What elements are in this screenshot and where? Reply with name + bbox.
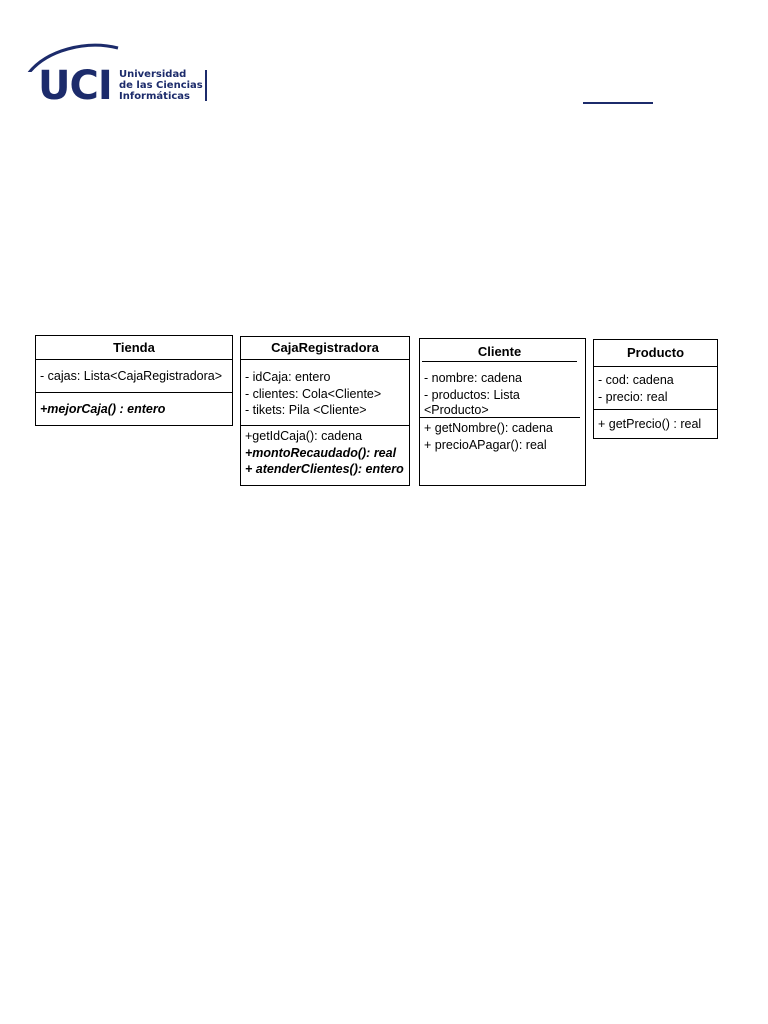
logo-line-2: de las Ciencias [119, 80, 203, 91]
logo-line-1: Universidad [119, 69, 187, 80]
operation: +getIdCaja(): cadena [245, 429, 363, 443]
attribute: - clientes: Cola<Cliente> [245, 386, 382, 401]
uci-logo [26, 42, 216, 109]
attribute: - nombre: cadena [424, 371, 522, 385]
class-box-cliente [419, 338, 586, 486]
operation: + precioAPagar(): real [424, 437, 547, 452]
class-name: Tienda [36, 336, 232, 360]
attribute: - idCaja: entero [245, 370, 331, 384]
attribute: - productos: Lista [424, 387, 520, 402]
attribute: - tikets: Pila <Cliente> [245, 403, 367, 417]
logo-acronym: UCI [38, 63, 112, 109]
header-rule [583, 102, 653, 104]
attribute: - precio: real [598, 389, 668, 404]
attribute: - cajas: Lista<CajaRegistradora> [40, 369, 223, 383]
operation: +mejorCaja() : entero [40, 402, 166, 416]
class-operations [36, 393, 232, 425]
class-box-cajaregistradora [240, 336, 410, 486]
class-box-producto [593, 339, 718, 439]
class-operations [420, 418, 585, 453]
operation: + getNombre(): cadena [424, 421, 553, 435]
logo-university-name [119, 69, 203, 102]
operation: + atenderClientes(): entero [245, 462, 404, 476]
class-attributes [36, 360, 232, 393]
class-operations [594, 410, 717, 433]
logo-line-3: Informáticas [119, 91, 190, 102]
class-attributes [241, 360, 409, 426]
attribute: <Producto> [424, 403, 489, 417]
class-name: Producto [594, 340, 717, 367]
operation: + getPrecio() : real [598, 417, 702, 431]
class-attributes [594, 367, 717, 410]
class-attributes [420, 362, 580, 418]
operation: +montoRecaudado(): real [245, 445, 397, 460]
logo-divider [205, 70, 207, 101]
class-name: CajaRegistradora [241, 337, 409, 360]
class-operations [241, 426, 409, 478]
attribute: - cod: cadena [598, 373, 674, 387]
class-box-tienda [35, 335, 233, 426]
class-name: Cliente [422, 339, 577, 362]
